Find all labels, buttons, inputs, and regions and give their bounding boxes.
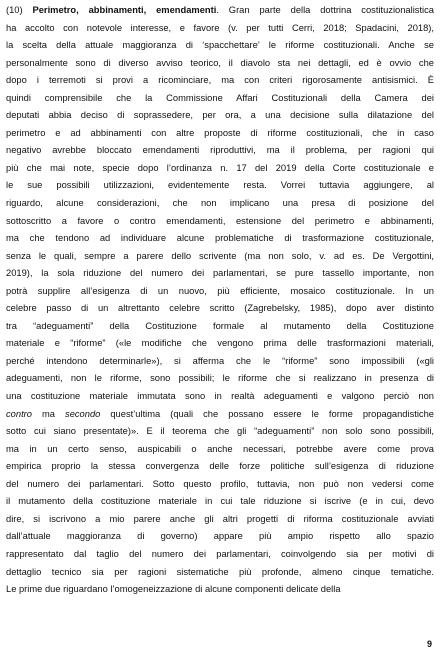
text-line: sottoscritto a favore o contro emendamenti, estensione del perimetro e abbinamenti, bbox=[6, 215, 434, 226]
text-line: una costituzione materiale immutata sono in realtà adeguamenti e valgono perciò non bbox=[6, 391, 434, 402]
text-line: dire, si iscrivono a mio parere anche gli altri progetti di riforma costituzionale avviati bbox=[6, 513, 434, 524]
paragraph-heading: Perimetro, abbinamenti, emendamenti bbox=[32, 5, 217, 15]
text-line: celebre passo di un altrettanto celebre scritto (Zagrebelsky, 1985), dopo aver distinto bbox=[6, 303, 434, 314]
text-line: ma che tendono ad individuare alcune problematiche di trasformazione costituzionale, bbox=[6, 233, 434, 244]
text-line: perimetro e ad abbinamenti con altre proposte di riforme costituzionali, che in caso bbox=[6, 127, 434, 138]
text-line: contro ma secondo quest’ultima (quali che possano essere le forme propagandistiche bbox=[6, 408, 434, 419]
text-line: sotto cui siano presentate)». E il teorema che gli “adeguamenti” non solo sono possibili, bbox=[6, 426, 434, 437]
text-line: deputati abbia deciso di soprassedere, per ora, a una decisione sulla dilatazione del bbox=[6, 110, 434, 121]
text-line: materiale e “riforme” («le modifiche che vengono prima delle trasformazioni materiali, bbox=[6, 338, 434, 349]
text-line: riguardo, alcune considerazioni, che non implicano una presa di posizione del bbox=[6, 198, 434, 209]
text-line: dopo i terremoti si provi a ricominciare, ma con criteri rigorosamente antisismici. È bbox=[6, 75, 434, 86]
text-line: perché intendono determinarle»), si afferma che le “riforme” sono impossibili («gli bbox=[6, 355, 434, 366]
text-line: personalmente sono di diverso avviso teorico, il diavolo sta nei dettagli, ed è ovvio che bbox=[6, 57, 434, 68]
text-line: negativo avrebbe bloccato emendamenti riproduttivi, ma il problema, per ragioni qui bbox=[6, 145, 434, 156]
text-line: quindi comprensibile che la Commissione Affari Costituzionali della Camera dei bbox=[6, 92, 434, 103]
text-line: la scelta della attuale maggioranza di ‘spacchettare’ le riforme costituzionali. Anche se bbox=[6, 40, 434, 51]
page-number: 9 bbox=[426, 639, 432, 649]
text-line: il mutamento della costituzione materiale in cui tale riduzione si iscrive (e in cui, devo bbox=[6, 496, 434, 507]
text-line: dettaglio tecnico sia per ragioni sistematiche più profonde, almeno cinque tematiche. bbox=[6, 566, 434, 577]
paragraph-number: (10) bbox=[6, 5, 33, 15]
text-line: le sue possibili utilizzazioni, evidentemente resta. Vorrei tuttavia aggiungere, al bbox=[6, 180, 434, 191]
text-line: 2019), la sola riduzione del numero dei parlamentari, se pure tassello importante, non bbox=[6, 268, 434, 279]
text-line: del numero dei parlamentari. Sotto questo profilo, tuttavia, non può non vedersi come bbox=[6, 478, 434, 489]
text-line: Le prime due riguardano l’omogeneizzazione di alcune componenti delicate della bbox=[6, 584, 341, 595]
text-line: empirica proprio la stessa convergenza delle forze politiche sull’esigenza di riduzione bbox=[6, 461, 434, 472]
paragraph-10 bbox=[6, 2, 434, 599]
text-line: tra “adeguamenti” della Costituzione formale al mutamento della Costituzione bbox=[6, 320, 434, 331]
text-line: ma in un certo senso, auspicabili o anche necessari, potrebbe avere come prova bbox=[6, 443, 434, 454]
text-line: dall’attuale maggioranza di governo) appare più ampio rispetto allo spazio bbox=[6, 531, 434, 542]
text-line: senza le quali, sempre a parere dello scrivente (ma non solo, v. ad es. De Vergottini, bbox=[6, 250, 434, 261]
text-line: adeguamenti, non le riforme, sono possibili; le riforme che si realizzano in presenza di bbox=[6, 373, 434, 384]
text-line: più che mai note, specie dopo l’ordinanza n. 17 del 2019 della Corte costituzionale e bbox=[6, 162, 434, 173]
text-line: potrà supplire all’esigenza di un nuovo, più efficiente, mosaico costituzionale. In un bbox=[6, 285, 434, 296]
text-line: (10) Perimetro, abbinamenti, emendamenti. Gran parte della dottrina costituzionalistica bbox=[6, 5, 434, 15]
text-line: rappresentato dal taglio del numero dei parlamentari, coinvolgendo sia per motivi di bbox=[6, 548, 434, 559]
text-line: ha accolto con notevole interesse, e favore (v. per tutti Cerri, 2018; Spadacini, 2018), bbox=[6, 22, 434, 33]
